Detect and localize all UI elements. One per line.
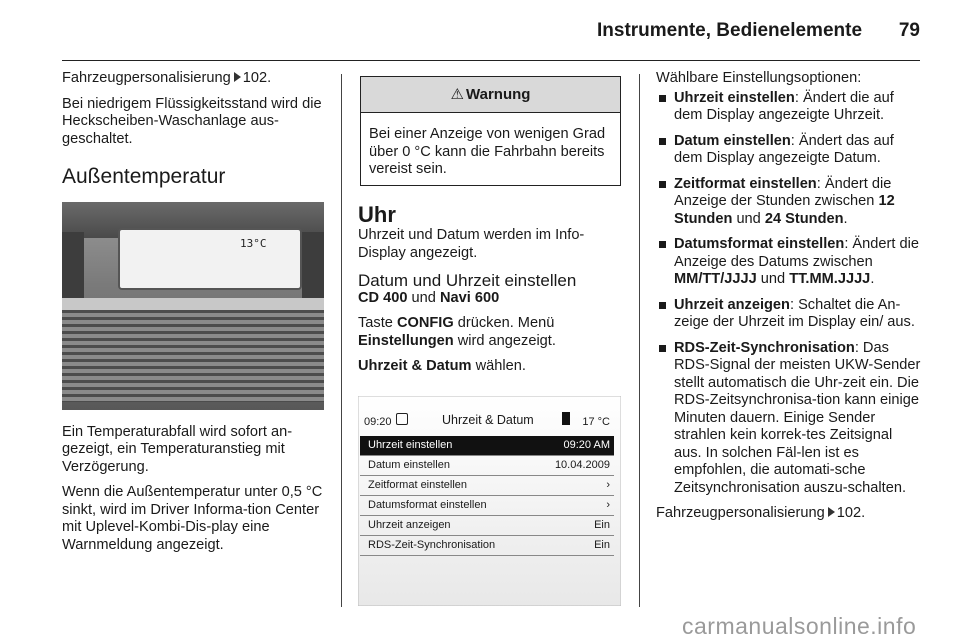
warning-icon: ⚠	[450, 86, 464, 103]
paragraph: Bei niedrigem Flüssigkeitsstand wird die Heckscheiben-Waschanlage aus-geschaltet.	[62, 95, 322, 147]
column-divider	[639, 74, 640, 607]
column-middle	[358, 70, 623, 606]
page-header	[62, 0, 920, 61]
column-right	[656, 70, 922, 531]
air-vents	[62, 310, 324, 402]
page-reference-link[interactable]: 102.	[836, 505, 866, 521]
option-item: Datum einstellen: Ändert das auf dem Display angezeigte Datum.	[656, 133, 922, 168]
display-menu-list	[360, 436, 614, 556]
paragraph: Ein Temperaturabfall wird sofort an-gezeigt, ein Temperaturanstieg mit Verzögerung.	[62, 423, 293, 475]
watermark: carmanualsonline.info	[682, 613, 917, 639]
trim-strip	[62, 298, 324, 310]
instruction-paragraph: Uhrzeit & Datum wählen.	[358, 358, 526, 374]
option-item: Zeitformat einstellen: Ändert die Anzeige der Stunden zwischen 12 Stunden und 24 Stunden.	[656, 176, 922, 229]
device-line: CD 400 und Navi 600	[358, 289, 500, 306]
column-divider	[341, 74, 342, 607]
section-heading: Außentemperatur	[62, 165, 226, 188]
menu-row-uhrzeit-anzeigen[interactable]: Uhrzeit anzeigen Ein	[360, 516, 614, 536]
option-item: Datumsformat einstellen: Ändert die Anzeige des Datums zwischen MM/TT/JJJJ und TT.MM.JJJJ.	[656, 236, 922, 289]
warning-header	[361, 77, 620, 113]
arrow-right-icon	[828, 507, 835, 517]
warning-box	[360, 76, 621, 186]
option-item: RDS-Zeit-Synchronisation: Das RDS-Signal der meisten UKW-Sender stellt automatisch die Uhr-zeit ein. Die RDS-Zeitsynchronisa-tion kann einige Minuten dauern. Einige Sender strahlen kein korrek-tes Zeitsignal aus. In solchen Fäl-len ist es empfohlen, die automati-sche Zeitsynchronisation auszu-schalten.	[656, 340, 922, 498]
paragraph: Uhrzeit und Datum werden im Info-Display angezeigt.	[358, 227, 585, 261]
instruction-paragraph: Taste CONFIG drücken. Menü Einstellungen wird angezeigt.	[358, 315, 556, 349]
chapter-title: Instrumente, Bedienelemente	[597, 20, 863, 41]
display-title: Uhrzeit & Datum	[442, 412, 534, 427]
sync-icon	[396, 413, 408, 425]
display-temperature: 17 °C	[582, 415, 610, 428]
menu-row-rds-sync[interactable]: RDS-Zeit-Synchronisation Ein	[360, 536, 614, 556]
subsection-heading: Datum und Uhrzeit einstellen	[358, 271, 577, 290]
display-clock: 09:20	[364, 415, 392, 428]
display-screenshot	[358, 396, 621, 606]
instrument-cluster-photo	[62, 202, 324, 410]
options-list	[656, 90, 922, 498]
column-left	[62, 70, 324, 562]
page-number: 79	[898, 20, 920, 41]
display-status-bar	[360, 410, 614, 432]
section-heading-uhr: Uhr	[358, 201, 396, 227]
menu-row-zeitformat[interactable]: Zeitformat einstellen ›	[360, 476, 614, 496]
warning-text: Bei einer Anzeige von wenigen Grad über 0 °C kann die Fahrbahn bereits vereist sein.	[369, 126, 606, 177]
warning-title: Warnung	[466, 86, 531, 103]
outside-temperature-readout: 13°C	[240, 236, 267, 250]
option-item: Uhrzeit anzeigen: Schaltet die An-zeige der Uhrzeit im Display ein/ aus.	[656, 297, 922, 332]
info-display	[118, 228, 302, 290]
menu-row-datumsformat[interactable]: Datumsformat einstellen ›	[360, 496, 614, 516]
menu-row-uhrzeit-einstellen[interactable]: Uhrzeit einstellen 09:20 AM	[360, 436, 614, 456]
option-item: Uhrzeit einstellen: Ändert die auf dem Display angezeigte Uhrzeit.	[656, 90, 922, 125]
page-reference-link[interactable]: 102.	[242, 70, 272, 86]
menu-row-datum-einstellen[interactable]: Datum einstellen 10.04.2009	[360, 456, 614, 476]
paragraph: Wenn die Außentemperatur unter 0,5 °C sinkt, wird im Driver Informa-tion Center mit Uplevel-Kombi-Dis-play eine Warnmeldung angezeigt.	[62, 484, 323, 553]
options-intro: Wählbare Einstellungsoptionen:	[656, 70, 862, 86]
phone-icon	[562, 412, 570, 425]
cross-reference: Fahrzeugpersonalisierung 102.	[656, 505, 866, 521]
arrow-right-icon	[234, 72, 241, 82]
cross-reference: Fahrzeugpersonalisierung 102.	[62, 70, 272, 86]
